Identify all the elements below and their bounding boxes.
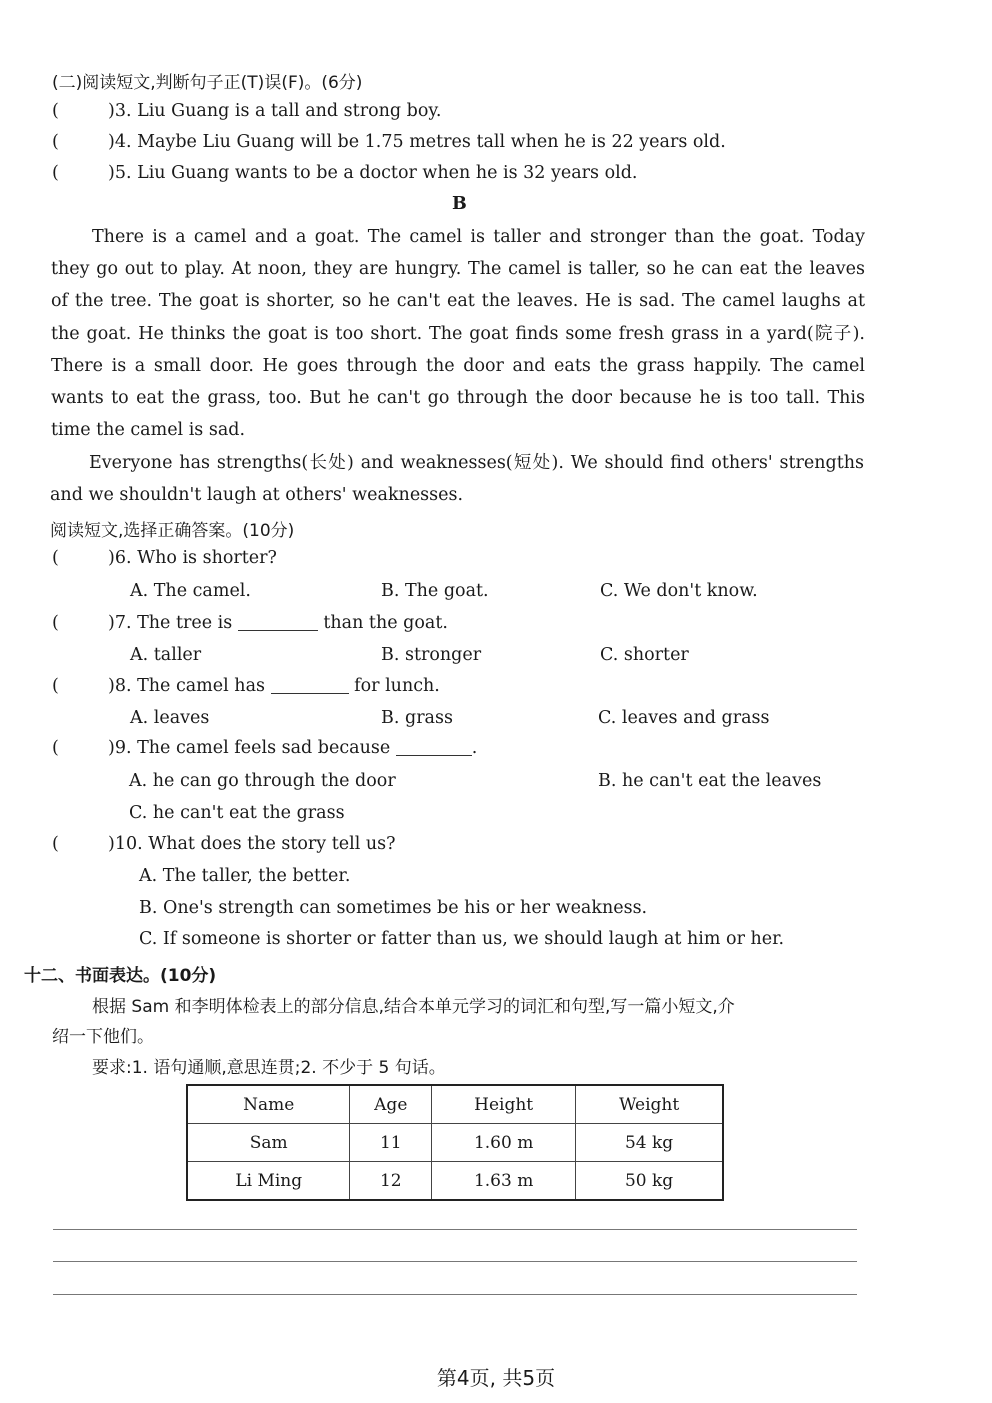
fill-blank[interactable] [238, 630, 318, 631]
tf-item-text: )4. Maybe Liu Guang will be 1.75 metres tall when he is 22 years old. [108, 132, 726, 152]
table-header-cell: Name [187, 1085, 350, 1124]
option-a: A. The camel. [130, 581, 251, 601]
table-cell: 50 kg [576, 1162, 723, 1201]
writing-description-line-1: 根据 Sam 和李明体检表上的部分信息,结合本单元学习的词汇和句型,写一篇小短文,介 [92, 997, 735, 1017]
tf-item-text: )3. Liu Guang is a tall and strong boy. [108, 101, 442, 121]
option-a: A. The taller, the better. [139, 866, 351, 886]
tf-item-5 [52, 163, 638, 183]
fill-blank[interactable] [396, 755, 472, 756]
fill-blank[interactable] [271, 693, 349, 694]
page-footer: 第4页, 共5页 [436, 1366, 556, 1390]
table-row [187, 1124, 723, 1162]
option-a: A. he can go through the door [129, 771, 396, 791]
option-c: C. leaves and grass [598, 708, 770, 728]
option-a: A. taller [130, 645, 202, 665]
option-b: B. he can't eat the leaves [598, 771, 822, 791]
writing-heading: 十二、书面表达。(10分) [24, 966, 217, 986]
writing-line[interactable] [53, 1229, 857, 1230]
answer-bracket[interactable]: ( [52, 132, 59, 152]
answer-bracket[interactable]: ( [52, 548, 59, 568]
option-b: B. grass [381, 708, 453, 728]
option-c: C. he can't eat the grass [129, 803, 345, 823]
option-a: A. leaves [130, 708, 210, 728]
option-c: C. We don't know. [600, 581, 758, 601]
question-8 [52, 676, 440, 696]
answer-bracket[interactable]: ( [52, 738, 59, 758]
tf-item-text: )5. Liu Guang wants to be a doctor when he is 32 years old. [108, 163, 638, 183]
table-cell: Sam [187, 1124, 350, 1162]
table-cell: 1.60 m [432, 1124, 576, 1162]
table-row [187, 1162, 723, 1201]
question-stem: )7. The tree is [108, 613, 233, 633]
table-cell: 12 [350, 1162, 432, 1201]
table-cell: 54 kg [576, 1124, 723, 1162]
writing-description-line-2: 绍一下他们。 [52, 1027, 154, 1047]
table-cell: 11 [350, 1124, 432, 1162]
option-c: C. If someone is shorter or fatter than us, we should laugh at him or her. [139, 929, 785, 949]
passage-paragraph-1: There is a camel and a goat. The camel is taller and stronger than the goat. Today they go out to play. At noon, they are hungry. The camel is taller, so he can eat the leaves of the tree. The goat is shorter, so he can't eat the leaves. He is sad. The camel laughs at the goat. He thinks the goat is too short. The goat finds some fresh grass in a yard(院子). There is a small door. He goes through the door and eats the grass happily. The camel wants to eat the grass, too. But he can't go through the door because he is too tall. This time the camel is sad. [51, 227, 865, 441]
option-b: B. stronger [381, 645, 482, 665]
tf-item-3 [52, 101, 442, 121]
question-stem: )10. What does the story tell us? [108, 834, 396, 854]
writing-line[interactable] [53, 1294, 857, 1295]
answer-bracket[interactable]: ( [52, 676, 59, 696]
question-9 [52, 738, 477, 758]
passage-paragraph-2: Everyone has strengths(长处) and weaknesses(短处). We should find others' strengths and we shouldn't laugh at others' weaknesses. [50, 453, 864, 506]
question-6 [52, 548, 277, 568]
table-header-cell: Age [350, 1085, 432, 1124]
passage-title: B [452, 194, 467, 214]
writing-requirements: 要求:1. 语句通顺,意思连贯;2. 不少于 5 句话。 [92, 1058, 446, 1078]
table-header-row [187, 1085, 723, 1124]
table-header-cell: Weight [576, 1085, 723, 1124]
health-info-table [186, 1084, 724, 1201]
table-header-cell: Height [432, 1085, 576, 1124]
table-cell: 1.63 m [432, 1162, 576, 1201]
question-10 [52, 834, 396, 854]
question-stem: )9. The camel feels sad because [108, 738, 391, 758]
part2-heading: (二)阅读短文,判断句子正(T)误(F)。(6分) [52, 73, 363, 93]
question-7 [52, 613, 448, 633]
answer-bracket[interactable]: ( [52, 163, 59, 183]
table-cell: Li Ming [187, 1162, 350, 1201]
tf-item-4 [52, 132, 726, 152]
answer-bracket[interactable]: ( [52, 834, 59, 854]
option-c: C. shorter [600, 645, 689, 665]
option-b: B. One's strength can sometimes be his or her weakness. [139, 898, 648, 918]
question-stem-end: than the goat. [323, 613, 448, 633]
question-stem-end: . [471, 738, 478, 758]
writing-line[interactable] [53, 1261, 857, 1262]
question-stem: )6. Who is shorter? [108, 548, 277, 568]
question-stem: )8. The camel has [108, 676, 265, 696]
question-stem-end: for lunch. [354, 676, 440, 696]
option-b: B. The goat. [381, 581, 489, 601]
answer-bracket[interactable]: ( [52, 613, 59, 633]
choice-instruction: 阅读短文,选择正确答案。(10分) [50, 521, 295, 541]
answer-bracket[interactable]: ( [52, 101, 59, 121]
